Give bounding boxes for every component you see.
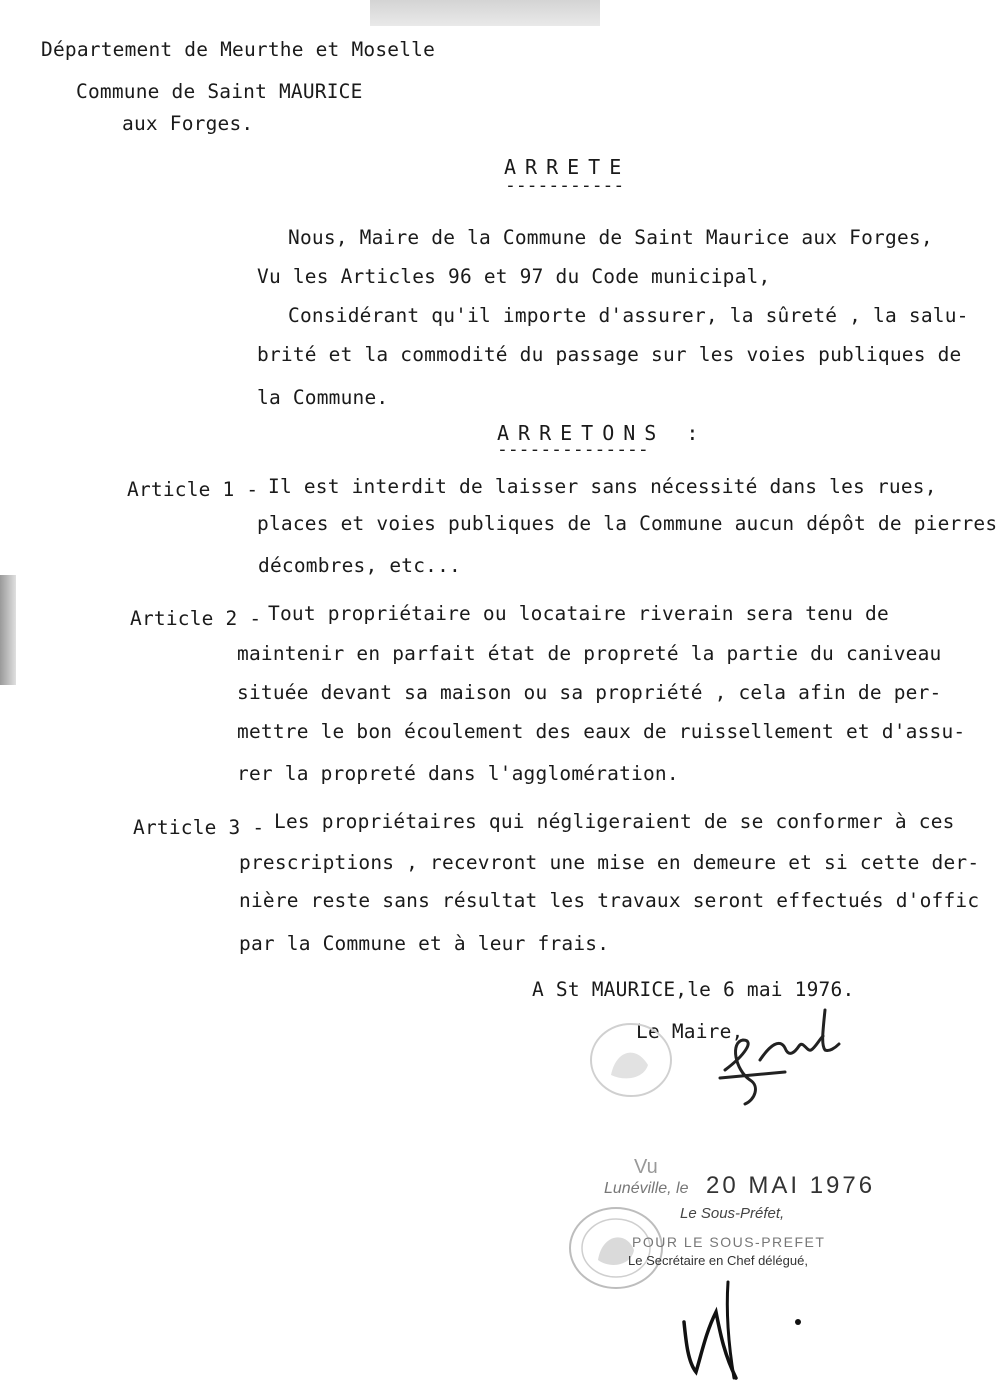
stamp-sous-prefet: Le Sous-Préfet, <box>680 1205 785 1222</box>
stamp-secretaire: Le Secrétaire en Chef délégué, <box>628 1253 808 1268</box>
article-line: prescriptions , recevront une mise en demeure et si cette der- <box>239 851 980 874</box>
scan-top-band <box>370 0 600 26</box>
article-label: Article 2 - <box>130 607 262 630</box>
article-line: maintenir en parfait état de propreté la partie du caniveau <box>237 642 942 665</box>
arretons-heading: ARRETONS : <box>497 421 708 445</box>
article-line: située devant sa maison ou sa propriété , cela afin de per- <box>237 681 942 704</box>
preamble-line: Vu les Articles 96 et 97 du Code municipal, <box>257 265 771 288</box>
preamble-line: Considérant qu'il importe d'assurer, la sûreté , la salu- <box>288 304 969 327</box>
article-line: par la Commune et à leur frais. <box>239 932 610 955</box>
commune-line-2: aux Forges. <box>122 112 254 135</box>
preamble-line: Nous, Maire de la Commune de Saint Maurice aux Forges, <box>288 226 933 249</box>
commune-line: Commune de Saint MAURICE <box>76 80 363 103</box>
article-line: rer la propreté dans l'agglomération. <box>237 762 679 785</box>
article-line: Les propriétaires qui négligeraient de se conformer à ces <box>274 810 955 833</box>
title-underline: ----------- <box>505 175 625 196</box>
stamp-vu: Vu <box>634 1156 658 1178</box>
stamp-pour: POUR LE SOUS-PREFET <box>632 1234 826 1250</box>
document-title: ARRETE <box>504 155 631 179</box>
department-line: Département de Meurthe et Moselle <box>41 38 436 61</box>
signatory-title: Le Maire, <box>636 1020 744 1043</box>
article-line: places et voies publiques de la Commune aucun dépôt de pierres <box>257 512 998 535</box>
article-line: décombres, etc... <box>258 554 461 577</box>
arretons-underline: -------------- <box>497 439 649 460</box>
preamble-line: la Commune. <box>257 386 389 409</box>
article-label: Article 1 - <box>127 478 259 501</box>
scan-edge-shadow <box>0 575 16 685</box>
sous-prefet-signature-icon <box>676 1282 816 1382</box>
preamble-line: brité et la commodité du passage sur les voies publiques de <box>257 343 962 366</box>
article-line: mettre le bon écoulement des eaux de ruissellement et d'assu- <box>237 720 966 743</box>
mayor-signature-icon <box>715 1000 845 1110</box>
stamp-place: Lunéville, le <box>604 1180 689 1197</box>
place-date: A St MAURICE,le 6 mai 1976. <box>532 978 855 1001</box>
article-line: Il est interdit de laisser sans nécessité dans les rues, <box>268 475 937 498</box>
article-label: Article 3 - <box>133 816 265 839</box>
article-line: Tout propriétaire ou locataire riverain sera tenu de <box>268 602 889 625</box>
article-line: nière reste sans résultat les travaux seront effectués d'offic <box>239 889 980 912</box>
stamp-date: 20 MAI 1976 <box>706 1172 876 1199</box>
mayor-seal-icon <box>586 1020 676 1100</box>
